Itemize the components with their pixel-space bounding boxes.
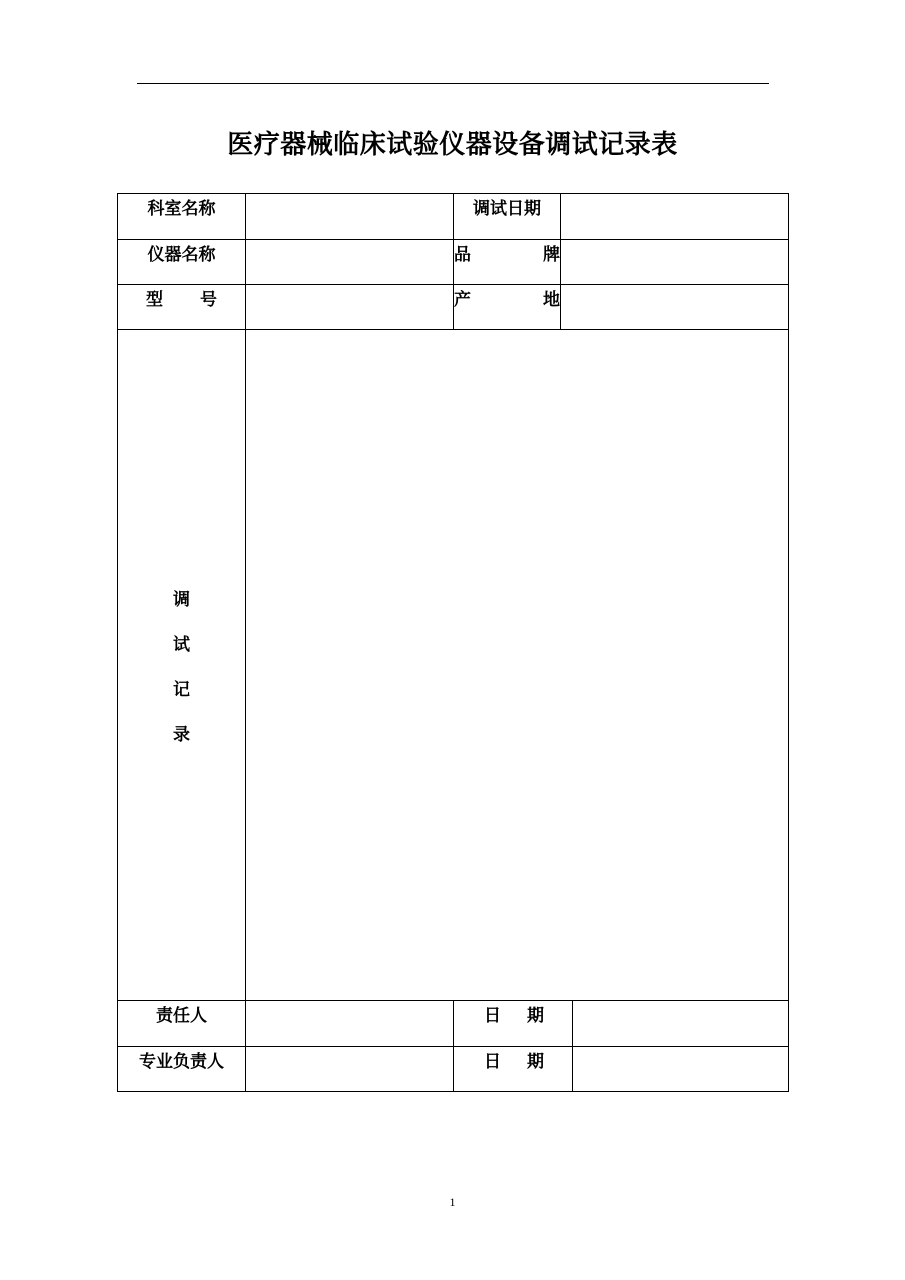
model-label-char-2: 号 xyxy=(200,290,217,310)
dept-field[interactable] xyxy=(246,194,454,240)
date-field-2[interactable] xyxy=(573,1047,789,1092)
form-row-dept xyxy=(118,194,789,240)
professional-label: 专业负责人 xyxy=(118,1047,246,1092)
date-label-1-char-1: 日 xyxy=(484,1006,501,1026)
record-label-char-2: 试 xyxy=(173,635,190,655)
brand-label-char-2: 牌 xyxy=(543,245,560,265)
date-label-1 xyxy=(454,1001,573,1047)
responsible-label: 责任人 xyxy=(118,1001,246,1047)
model-label xyxy=(118,285,246,330)
date-field-1[interactable] xyxy=(573,1001,789,1047)
date-label-2-char-2: 期 xyxy=(527,1052,544,1072)
origin-label xyxy=(454,285,561,330)
brand-label xyxy=(454,240,561,285)
record-label-char-1: 调 xyxy=(173,590,190,610)
responsible-field[interactable] xyxy=(246,1001,454,1047)
dept-label: 科室名称 xyxy=(118,194,246,240)
page-number: 1 xyxy=(449,1195,456,1209)
brand-field[interactable] xyxy=(561,240,789,285)
debug-date-field[interactable] xyxy=(561,194,789,240)
instrument-label: 仪器名称 xyxy=(118,240,246,285)
form-row-professional xyxy=(118,1047,789,1092)
origin-label-char-2: 地 xyxy=(543,290,560,310)
form-row-responsible xyxy=(118,1001,789,1047)
record-label-char-4: 录 xyxy=(173,725,190,745)
date-label-1-char-2: 期 xyxy=(527,1006,544,1026)
instrument-field[interactable] xyxy=(246,240,454,285)
debug-record-form xyxy=(117,193,789,1092)
origin-field[interactable] xyxy=(561,285,789,330)
header-rule xyxy=(137,83,769,84)
model-label-char-1: 型 xyxy=(146,290,163,310)
date-label-2 xyxy=(454,1047,573,1092)
professional-field[interactable] xyxy=(246,1047,454,1092)
record-label xyxy=(118,330,246,1001)
record-field[interactable] xyxy=(246,330,789,1001)
origin-label-char-1: 产 xyxy=(454,290,471,310)
debug-date-label: 调试日期 xyxy=(454,194,561,240)
record-label-char-3: 记 xyxy=(173,680,190,700)
form-row-record xyxy=(118,330,789,1001)
brand-label-char-1: 品 xyxy=(454,245,471,265)
form-row-instrument xyxy=(118,240,789,285)
form-row-model xyxy=(118,285,789,330)
model-field[interactable] xyxy=(246,285,454,330)
date-label-2-char-1: 日 xyxy=(484,1052,501,1072)
page-title: 医疗器械临床试验仪器设备调试记录表 xyxy=(227,130,678,160)
